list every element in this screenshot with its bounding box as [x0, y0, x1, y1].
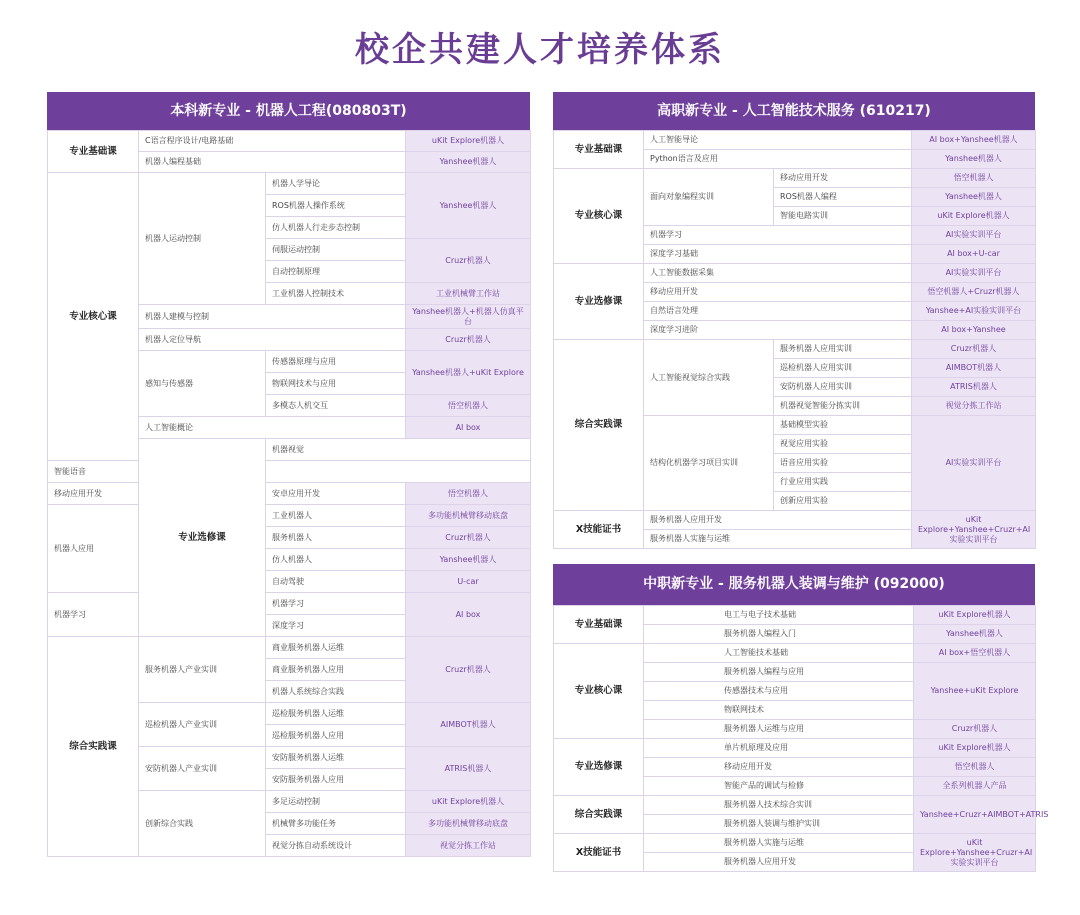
category-cell: 专业选修课 — [554, 264, 644, 340]
subcourse-cell: 传感器原理与应用 — [266, 351, 406, 373]
table-row — [554, 340, 1036, 359]
product-cell: uKit Explore机器人 — [914, 739, 1036, 758]
subcourse-cell: 商业服务机器人应用 — [266, 659, 406, 681]
table-row — [554, 131, 1036, 150]
category-cell: X技能证书 — [554, 834, 644, 872]
subcourse-cell: 深度学习 — [266, 615, 406, 637]
category-cell: 综合实践课 — [554, 796, 644, 834]
product-cell: 悟空机器人 — [912, 169, 1036, 188]
category-cell: 专业核心课 — [554, 644, 644, 739]
subcourse-cell: 机器人学导论 — [266, 173, 406, 195]
course-cell: 传感器技术与应用 — [644, 682, 914, 701]
product-cell: ATRIS机器人 — [912, 378, 1036, 397]
course-cell: 巡检机器人产业实训 — [139, 703, 266, 747]
subcourse-cell: 行业应用实践 — [774, 473, 912, 492]
product-cell: AI box+Yanshee机器人 — [912, 131, 1036, 150]
product-cell: AI实验实训平台 — [912, 226, 1036, 245]
product-cell: Yanshee机器人 — [912, 150, 1036, 169]
product-cell: AI实验实训平台 — [912, 416, 1036, 511]
product-cell: Yanshee机器人 — [914, 625, 1036, 644]
subcourse-cell: 仿人机器人行走步态控制 — [266, 217, 406, 239]
table-row — [554, 169, 1036, 188]
subcourse-cell: 机器人系统综合实践 — [266, 681, 406, 703]
page-title: 校企共建人才培养体系 — [355, 30, 725, 70]
course-cell: 服务机器人实施与运维 — [644, 530, 912, 549]
subcourse-cell: 自动驾驶 — [266, 571, 406, 593]
subcourse-cell: 巡检服务机器人运维 — [266, 703, 406, 725]
table-row — [554, 511, 1036, 530]
subcourse-cell: 多足运动控制 — [266, 791, 406, 813]
undergrad-table — [47, 130, 531, 857]
product-cell: AI实验实训平台 — [912, 264, 1036, 283]
subcourse-cell: 视觉分拣自动系统设计 — [266, 835, 406, 857]
course-cell: 深度学习基础 — [644, 245, 912, 264]
product-cell: Cruzr机器人 — [406, 637, 531, 703]
course-cell: 服务机器人运维与应用 — [644, 720, 914, 739]
subcourse-cell: 仿人机器人 — [266, 549, 406, 571]
subcourse-cell: 自动控制原理 — [266, 261, 406, 283]
product-cell: Yanshee+uKit Explore — [914, 663, 1036, 720]
product-cell: Cruzr机器人 — [406, 329, 531, 351]
course-cell: 人工智能技术基础 — [644, 644, 914, 663]
course-cell: 电工与电子技术基础 — [644, 606, 914, 625]
table-row — [554, 606, 1036, 625]
product-cell: uKit Explore机器人 — [912, 207, 1036, 226]
category-cell: 专业基础课 — [554, 131, 644, 169]
product-cell: Yanshee机器人 — [406, 549, 531, 571]
product-cell: AIMBOT机器人 — [406, 703, 531, 747]
course-cell: 人工智能视觉综合实践 — [644, 340, 774, 416]
table-row — [48, 461, 531, 483]
table-row — [48, 483, 531, 505]
course-cell: 自然语言处理 — [644, 302, 912, 321]
product-cell: 工业机械臂工作站 — [406, 283, 531, 305]
product-cell: 悟空机器人 — [406, 483, 531, 505]
subcourse-cell: 物联网技术与应用 — [266, 373, 406, 395]
subcourse-cell: 多模态人机交互 — [266, 395, 406, 417]
course-cell: C语言程序设计/电路基础 — [139, 131, 406, 152]
category-cell: 综合实践课 — [554, 340, 644, 511]
subcourse-cell: 伺服运动控制 — [266, 239, 406, 261]
course-cell: 机器学习 — [48, 593, 139, 637]
subcourse-cell: 语音应用实验 — [774, 454, 912, 473]
product-cell: 悟空机器人 — [914, 758, 1036, 777]
course-cell: 服务机器人应用开发 — [644, 853, 914, 872]
undergrad-header: 本科新专业 - 机器人工程(080803T) — [47, 92, 530, 130]
course-cell: 移动应用开发 — [48, 483, 139, 505]
subcourse-cell: 服务机器人应用实训 — [774, 340, 912, 359]
secondary-table — [553, 605, 1049, 872]
course-cell: 机器视觉 — [266, 439, 531, 461]
course-cell: 结构化机器学习项目实训 — [644, 416, 774, 511]
product-cell: uKit Explore机器人 — [914, 606, 1036, 625]
course-cell: 智能语音 — [48, 461, 266, 483]
table-row — [554, 739, 1036, 758]
course-cell: 服务机器人应用开发 — [644, 511, 912, 530]
product-cell: 视觉分拣工作站 — [912, 397, 1036, 416]
category-cell: 专业核心课 — [48, 173, 139, 461]
course-cell: 服务机器人产业实训 — [139, 637, 266, 703]
undergrad-panel — [47, 92, 530, 857]
product-cell: uKit Explore+Yanshee+Cruzr+AI实验实训平台 — [912, 511, 1036, 549]
vocational-table — [553, 130, 1036, 549]
course-cell: 智能产品的调试与检修 — [644, 777, 914, 796]
product-cell: 多功能机械臂移动底盘 — [406, 813, 531, 835]
product-cell: Cruzr机器人 — [914, 720, 1036, 739]
course-cell: 安防机器人产业实训 — [139, 747, 266, 791]
product-cell: 悟空机器人+Cruzr机器人 — [912, 283, 1036, 302]
product-cell: AI box — [406, 417, 531, 439]
category-cell: 综合实践课 — [48, 637, 139, 857]
course-cell: 机器人定位导航 — [139, 329, 406, 351]
table-row — [554, 264, 1036, 283]
subcourse-cell: 安防服务机器人运维 — [266, 747, 406, 769]
product-cell: U-car — [406, 571, 531, 593]
course-cell: Python语言及应用 — [644, 150, 912, 169]
course-cell: 服务机器人技术综合实训 — [644, 796, 914, 815]
course-cell: 人工智能数据采集 — [644, 264, 912, 283]
product-cell: Cruzr机器人 — [406, 527, 531, 549]
course-cell: 人工智能导论 — [644, 131, 912, 150]
product-cell: Cruzr机器人 — [406, 239, 531, 283]
category-cell: X技能证书 — [554, 511, 644, 549]
category-cell: 专业选修课 — [554, 739, 644, 796]
subcourse-cell: 机械臂多功能任务 — [266, 813, 406, 835]
subcourse-cell: 基础模型实验 — [774, 416, 912, 435]
subcourse-cell: 巡检机器人应用实训 — [774, 359, 912, 378]
subcourse-cell: 移动应用开发 — [774, 169, 912, 188]
course-cell: 服务机器人装调与维护实训 — [644, 815, 914, 834]
category-cell: 专业基础课 — [554, 606, 644, 644]
subcourse-cell: ROS机器人编程 — [774, 188, 912, 207]
subcourse-cell: 机器视觉智能分拣实训 — [774, 397, 912, 416]
product-cell: uKit Explore机器人 — [406, 131, 531, 152]
product-cell: Yanshee+Cruzr+AIMBOT+ATRIS — [914, 796, 1036, 834]
product-cell: ATRIS机器人 — [406, 747, 531, 791]
product-cell: 视觉分拣工作站 — [406, 835, 531, 857]
table-row — [554, 834, 1036, 853]
subcourse-cell: 商业服务机器人运维 — [266, 637, 406, 659]
product-cell: Yanshee机器人 — [406, 173, 531, 239]
table-row — [48, 505, 531, 527]
course-cell: 移动应用开发 — [644, 283, 912, 302]
course-cell: 物联网技术 — [644, 701, 914, 720]
category-cell: 专业选修课 — [139, 439, 266, 637]
subcourse-cell: 巡检服务机器人应用 — [266, 725, 406, 747]
table-row — [48, 131, 531, 152]
subcourse-cell: 安防服务机器人应用 — [266, 769, 406, 791]
product-cell: Yanshee机器人 — [406, 152, 531, 173]
course-cell: 创新综合实践 — [139, 791, 266, 857]
product-cell: AIMBOT机器人 — [912, 359, 1036, 378]
product-cell: 多功能机械臂移动底盘 — [406, 505, 531, 527]
subcourse-cell: 工业机器人 — [266, 505, 406, 527]
course-cell: 面向对象编程实训 — [644, 169, 774, 226]
category-cell: 专业基础课 — [48, 131, 139, 173]
product-cell: AI box — [406, 593, 531, 637]
subcourse-cell: 服务机器人 — [266, 527, 406, 549]
course-cell: 深度学习进阶 — [644, 321, 912, 340]
subcourse-cell: 创新应用实验 — [774, 492, 912, 511]
course-cell: 机器学习 — [644, 226, 912, 245]
product-cell: 悟空机器人 — [406, 395, 531, 417]
subcourse-cell: ROS机器人操作系统 — [266, 195, 406, 217]
subcourse-cell: 智能电路实训 — [774, 207, 912, 226]
product-cell: Yanshee机器人 — [912, 188, 1036, 207]
course-cell: 机器人运动控制 — [139, 173, 266, 305]
product-cell: Yanshee机器人+uKit Explore — [406, 351, 531, 395]
product-cell: AI box+Yanshee — [912, 321, 1036, 340]
subcourse-cell: 视觉应用实验 — [774, 435, 912, 454]
subcourse-cell: 安防机器人应用实训 — [774, 378, 912, 397]
course-cell: 服务机器人实施与运维 — [644, 834, 914, 853]
product-cell: Cruzr机器人 — [912, 340, 1036, 359]
table-row — [554, 796, 1036, 815]
course-cell: 移动应用开发 — [644, 758, 914, 777]
course-cell: 机器人建模与控制 — [139, 305, 406, 329]
product-cell: uKit Explore机器人 — [406, 791, 531, 813]
table-row — [554, 644, 1036, 663]
table-row — [48, 173, 531, 195]
product-cell: Yanshee机器人+机器人仿真平台 — [406, 305, 531, 329]
table-row — [48, 637, 531, 659]
secondary-panel — [553, 564, 1049, 872]
vocational-header: 高职新专业 - 人工智能技术服务 (610217) — [553, 92, 1035, 130]
product-cell: uKit Explore+Yanshee+Cruzr+AI实验实训平台 — [914, 834, 1036, 872]
vocational-panel — [553, 92, 1035, 549]
secondary-header: 中职新专业 - 服务机器人装调与维护 (092000) — [553, 564, 1035, 605]
product-cell: 全系列机器人产品 — [914, 777, 1036, 796]
course-cell: 服务机器人编程入门 — [644, 625, 914, 644]
course-cell: 机器人编程基础 — [139, 152, 406, 173]
category-cell: 专业核心课 — [554, 169, 644, 264]
product-cell: Yanshee+AI实验实训平台 — [912, 302, 1036, 321]
course-cell: 感知与传感器 — [139, 351, 266, 417]
course-cell: 服务机器人编程与应用 — [644, 663, 914, 682]
course-cell: 单片机原理及应用 — [644, 739, 914, 758]
subcourse-cell: 安卓应用开发 — [266, 483, 406, 505]
product-cell: AI box+悟空机器人 — [914, 644, 1036, 663]
subcourse-cell: 机器学习 — [266, 593, 406, 615]
table-row — [48, 593, 531, 615]
product-cell: AI box+U-car — [912, 245, 1036, 264]
course-cell: 人工智能概论 — [139, 417, 406, 439]
course-cell: 机器人应用 — [48, 505, 139, 593]
subcourse-cell: 工业机器人控制技术 — [266, 283, 406, 305]
